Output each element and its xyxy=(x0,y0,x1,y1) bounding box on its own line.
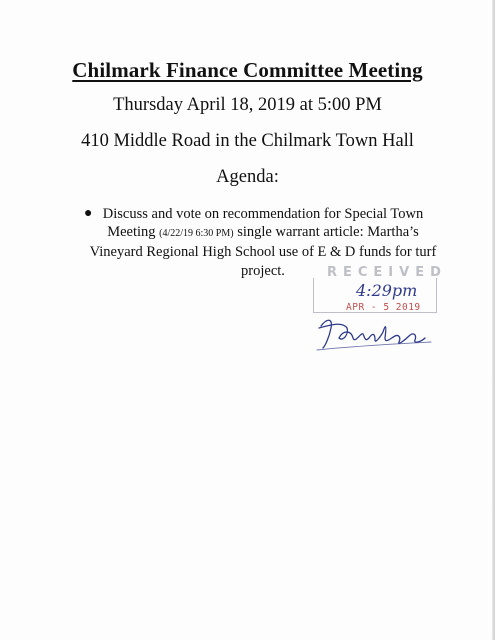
handwritten-time: 4:29pm xyxy=(356,281,418,300)
bullet-icon: ● xyxy=(84,206,93,221)
agenda-heading: Agenda: xyxy=(216,167,279,187)
stamp-date: APR - 5 2019 xyxy=(346,302,421,313)
agenda-item-text-part1: Discuss and vote on recommendation for Special Town Meeting xyxy=(102,206,424,241)
received-stamp xyxy=(313,264,447,354)
document-title: Chilmark Finance Committee Meeting xyxy=(72,58,423,82)
meeting-date: Thursday April 18, 2019 at 5:00 PM xyxy=(113,95,382,115)
stamp-received-word: RECEIVED xyxy=(327,265,447,280)
agenda-item-datetime: (4/22/19 6:30 PM) xyxy=(159,228,234,240)
agenda-item-text-part3: single warrant article: Martha’s Vineyard Regional High School use of E & D funds for turf project. xyxy=(89,224,437,279)
signature-icon xyxy=(313,308,438,354)
meeting-location: 410 Middle Road in the Chilmark Town Hall xyxy=(81,131,414,151)
